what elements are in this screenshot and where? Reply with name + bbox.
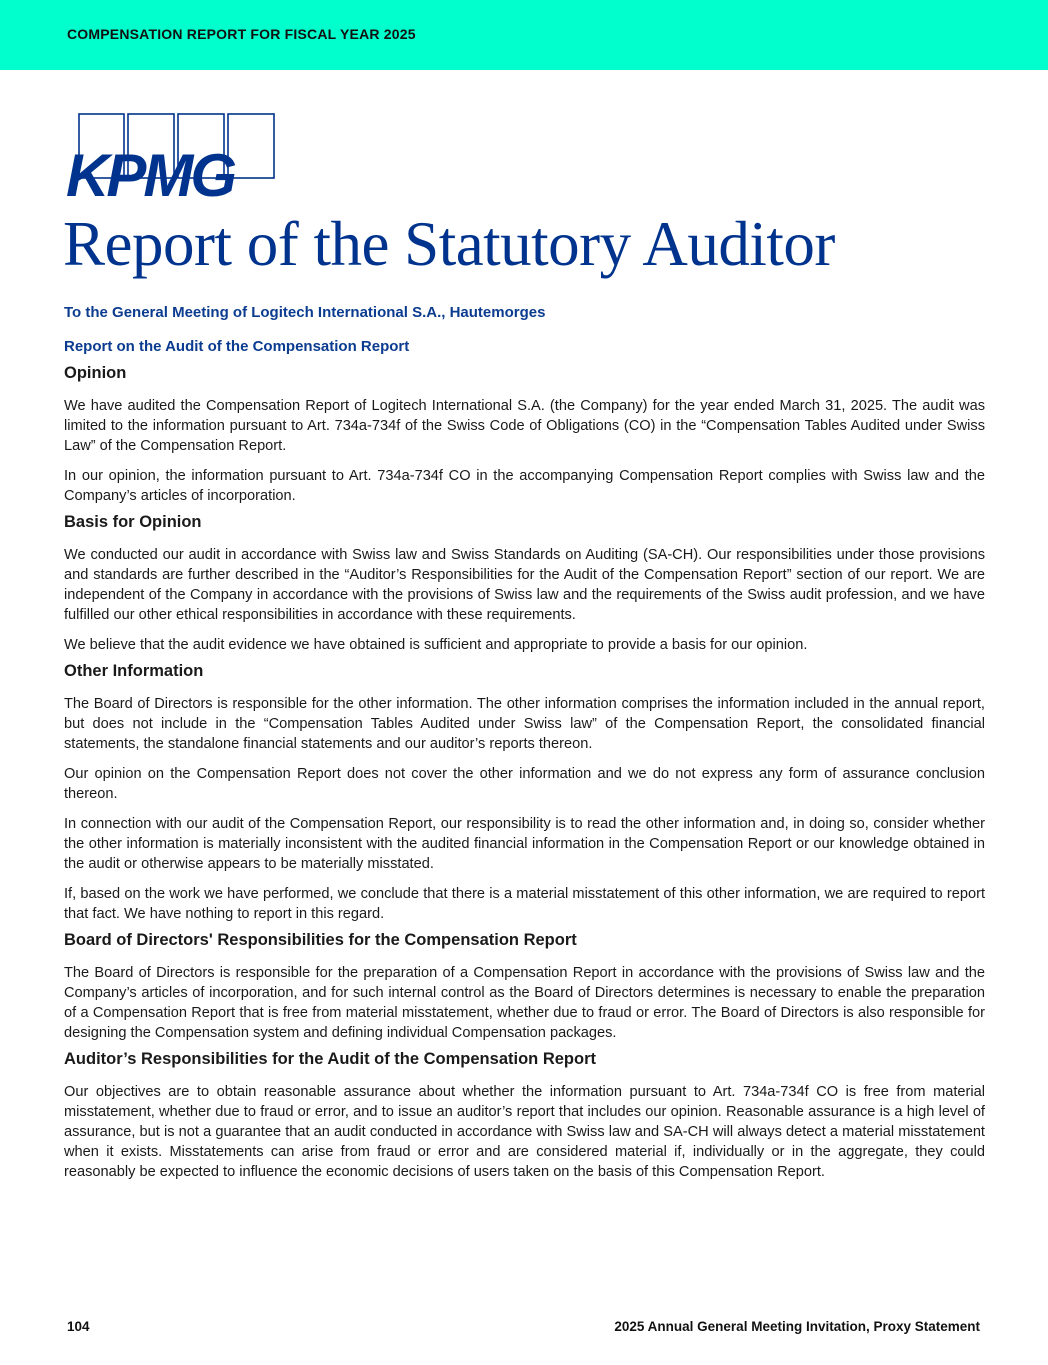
paragraph: In our opinion, the information pursuant to Art. 734a-734f CO in the accompanying Compensation Report complies with Swiss law and the Company’s articles of incorporation. <box>64 468 985 504</box>
paragraph: We believe that the audit evidence we have obtained is sufficient and appropriate to provide a basis for our opinion. <box>64 637 808 653</box>
paragraph: Our opinion on the Compensation Report does not cover the other information and we do not express any form of assurance conclusion thereon. <box>64 766 985 802</box>
kpmg-logo <box>66 112 278 202</box>
paragraph: If, based on the work we have performed, we conclude that there is a material misstatement of this other information, we are required to report that fact. We have nothing to report in this regard. <box>64 886 985 922</box>
page-number: 104 <box>67 1319 90 1334</box>
paragraph: We have audited the Compensation Report of Logitech International S.A. (the Company) for the year ended March 31, 2025. The audit was limited to the information pursuant to Art. 734a-734f of the Swiss Code of Obligations (CO) in the “Compensation Tables Audited under Swiss Law” of the Compensation Report. <box>64 398 985 454</box>
report-title: Report of the Statutory Auditor <box>63 209 835 279</box>
addressee: To the General Meeting of Logitech International S.A., Hautemorges <box>64 304 546 321</box>
report-subtitle: Report on the Audit of the Compensation Report <box>64 338 410 355</box>
section-heading-board-responsibilities: Board of Directors' Responsibilities for the Compensation Report <box>64 931 577 949</box>
paragraph: In connection with our audit of the Compensation Report, our responsibility is to read the other information and, in doing so, consider whether the other information is materially inconsistent with the audited financial information in the Compensation Report or our knowledge obtained in the audit or otherwise appears to be materially misstated. <box>64 816 985 872</box>
section-heading-basis-for-opinion: Basis for Opinion <box>64 513 202 531</box>
report-body <box>64 303 985 1188</box>
section-heading-other-information: Other Information <box>64 662 204 680</box>
footer-document-title: 2025 Annual General Meeting Invitation, Proxy Statement <box>614 1319 980 1334</box>
section-heading-opinion: Opinion <box>64 364 127 382</box>
section-heading-auditor-responsibilities: Auditor’s Responsibilities for the Audit of the Compensation Report <box>64 1050 596 1068</box>
paragraph: We conducted our audit in accordance with Swiss law and Swiss Standards on Auditing (SA-CH). Our responsibilities under those provisions and standards are further described in the “Auditor’s Responsibilities for the Audit of the Compensation Report” section of our report. We are independent of the Company in accordance with the provisions of Swiss law and the requirements of the Swiss audit profession, and we have fulfilled our other ethical responsibilities in accordance with these requirements. <box>64 547 985 623</box>
logo-wordmark: KPMG <box>66 142 234 202</box>
paragraph: The Board of Directors is responsible for the preparation of a Compensation Report in accordance with the provisions of Swiss law and the Company’s articles of incorporation, and for such internal control as the Board of Directors determines is necessary to enable the preparation of a Compensation Report that is free from material misstatement, whether due to fraud or error. The Board of Directors is also responsible for designing the Compensation system and defining individual Compensation packages. <box>64 965 985 1041</box>
header-title: COMPENSATION REPORT FOR FISCAL YEAR 2025 <box>67 26 416 42</box>
paragraph: Our objectives are to obtain reasonable assurance about whether the information pursuant to Art. 734a-734f CO is free from material misstatement, whether due to fraud or error, and to issue an auditor’s report that includes our opinion. Reasonable assurance is a high level of assurance, but is not a guarantee that an audit conducted in accordance with Swiss law and SA-CH will always detect a material misstatement when it exists. Misstatements can arise from fraud or error and are considered material if, individually or in the aggregate, they could reasonably be expected to influence the economic decisions of users taken on the basis of this Compensation Report. <box>64 1084 985 1180</box>
header-band <box>0 0 1048 70</box>
paragraph: The Board of Directors is responsible for the other information. The other information comprises the information included in the annual report, but does not include in the “Compensation Tables Audited under Swiss law” of the Compensation Report, the consolidated financial statements, the standalone financial statements and our auditor’s reports thereon. <box>64 696 985 752</box>
